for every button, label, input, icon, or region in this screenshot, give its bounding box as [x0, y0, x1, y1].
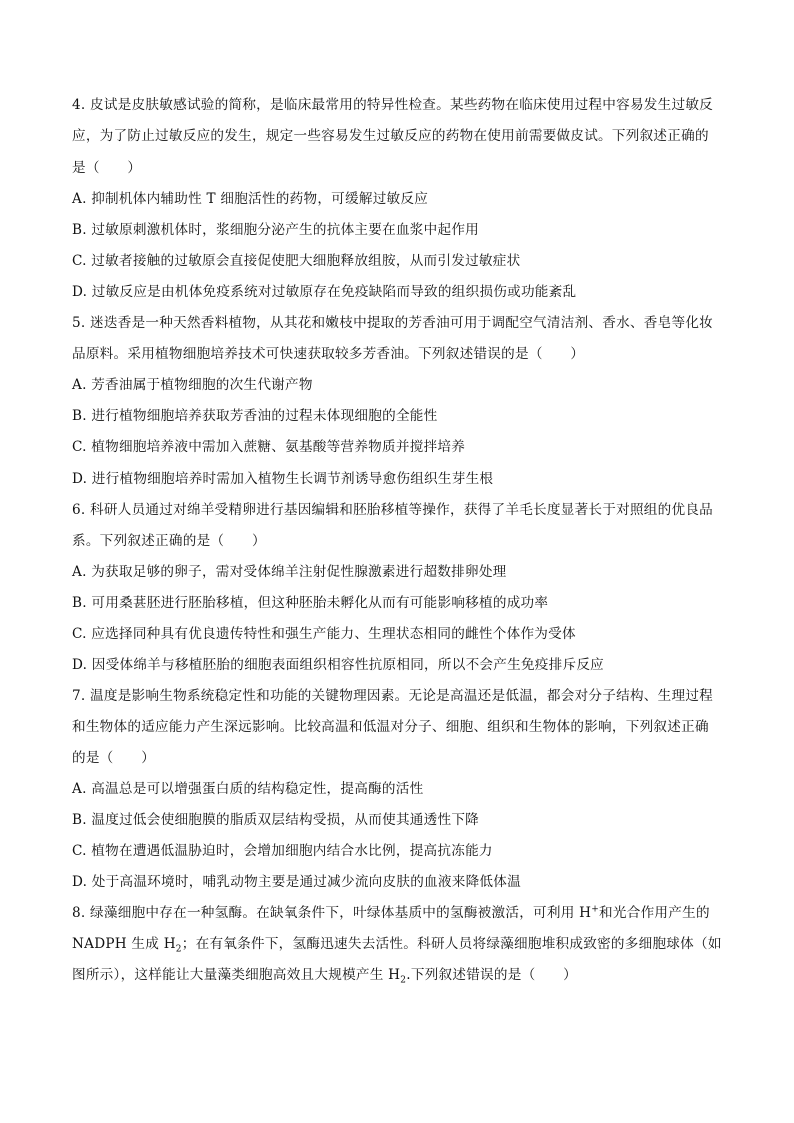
- option-c: C. 植物在遭遇低温胁迫时，会增加细胞内结合水比例，提高抗冻能力: [72, 843, 493, 859]
- question-stem-line: 系。下列叙述正确的是（ ）: [72, 533, 266, 549]
- stem-text: 8. 绿藻细胞中存在一种氢酶。在缺氧条件下，叶绿体基质中的氢酶被激活，可利用 H: [72, 905, 592, 921]
- question-stem-line: 4. 皮试是皮肤敏感试验的简称，是临床最常用的特异性检查。某些药物在临床使用过程中容易发生过敏反: [72, 97, 714, 113]
- stem-text: NADPH 生成 H: [72, 936, 176, 952]
- question-stem-line: [72, 903, 710, 923]
- question-stem-line: [72, 965, 577, 985]
- subscript: 2: [400, 975, 407, 986]
- option-c: C. 应选择同种具有优良遗传特性和强生产能力、生理状态相同的雌性个体作为受体: [72, 626, 576, 642]
- option-b: B. 进行植物细胞培养获取芳香油的过程未体现细胞的全能性: [72, 408, 438, 424]
- question-stem-line: 应，为了防止过敏反应的发生，规定一些容易发生过敏反应的药物在使用前需要做皮试。下列叙述正确的: [72, 128, 709, 144]
- option-b: B. 温度过低会使细胞膜的脂质双层结构受损，从而使其通透性下降: [72, 812, 480, 828]
- question-stem-line: 是（ ）: [72, 160, 142, 176]
- option-b: B. 过敏原刺激机体时，浆细胞分泌产生的抗体主要在血浆中起作用: [72, 222, 480, 238]
- subscript: 2: [175, 944, 182, 955]
- option-d: D. 因受体绵羊与移植胚胎的细胞表面组织相容性抗原相同，所以不会产生免疫排斥反应: [72, 657, 605, 673]
- option-b: B. 可用桑葚胚进行胚胎移植，但这种胚胎未孵化从而有可能影响移植的成功率: [72, 595, 549, 611]
- stem-text: .下列叙述错误的是（ ）: [406, 967, 577, 983]
- question-stem-line: 品原料。采用植物细胞培养技术可快速获取较多芳香油。下列叙述错误的是（ ）: [72, 346, 585, 362]
- option-d: D. 处于高温环境时，哺乳动物主要是通过减少流向皮肤的血液来降低体温: [72, 874, 521, 890]
- stem-text: 和光合作用产生的: [599, 905, 710, 921]
- question-stem-line: 6. 科研人员通过对绵羊受精卵进行基因编辑和胚胎移植等操作，获得了羊毛长度显著长于对照组的优良品: [72, 502, 714, 518]
- superscript: +: [591, 904, 600, 915]
- option-d: D. 过敏反应是由机体免疫系统对过敏原存在免疫缺陷而导致的组织损伤或功能紊乱: [72, 284, 577, 300]
- option-c: C. 过敏者接触的过敏原会直接促使肥大细胞释放组胺，从而引发过敏症状: [72, 253, 521, 269]
- question-stem-line: 和生物体的适应能力产生深远影响。比较高温和低温对分子、细胞、组织和生物体的影响，下列叙述正确: [72, 719, 709, 735]
- stem-text: ；在有氧条件下，氢酶迅速失去活性。科研人员将绿藻细胞堆积成致密的多细胞球体（如: [181, 936, 722, 952]
- option-a: A. 芳香油属于植物细胞的次生代谢产物: [72, 377, 313, 393]
- stem-text: 图所示），这样能让大量藻类细胞高效且大规模产生 H: [72, 967, 401, 983]
- option-d: D. 进行植物细胞培养时需加入植物生长调节剂诱导愈伤组织生芽生根: [72, 471, 494, 487]
- option-c: C. 植物细胞培养液中需加入蔗糖、氨基酸等营养物质并搅拌培养: [72, 439, 466, 455]
- question-stem-line: 7. 温度是影响生物系统稳定性和功能的关键物理因素。无论是高温还是低温，都会对分子结构、生理过程: [72, 688, 714, 704]
- option-a: A. 高温总是可以增强蛋白质的结构稳定性，提高酶的活性: [72, 781, 424, 797]
- option-a: A. 为获取足够的卵子，需对受体绵羊注射促性腺激素进行超数排卵处理: [72, 564, 507, 580]
- option-a: A. 抑制机体内辅助性 T 细胞活性的药物，可缓解过敏反应: [72, 191, 429, 207]
- question-stem-line: 5. 迷迭香是一种天然香料植物，从其花和嫩枝中提取的芳香油可用于调配空气清洁剂、香水、香皂等化妆: [72, 315, 714, 331]
- question-stem-line: 的是（ ）: [72, 750, 156, 766]
- question-stem-line: [72, 934, 722, 954]
